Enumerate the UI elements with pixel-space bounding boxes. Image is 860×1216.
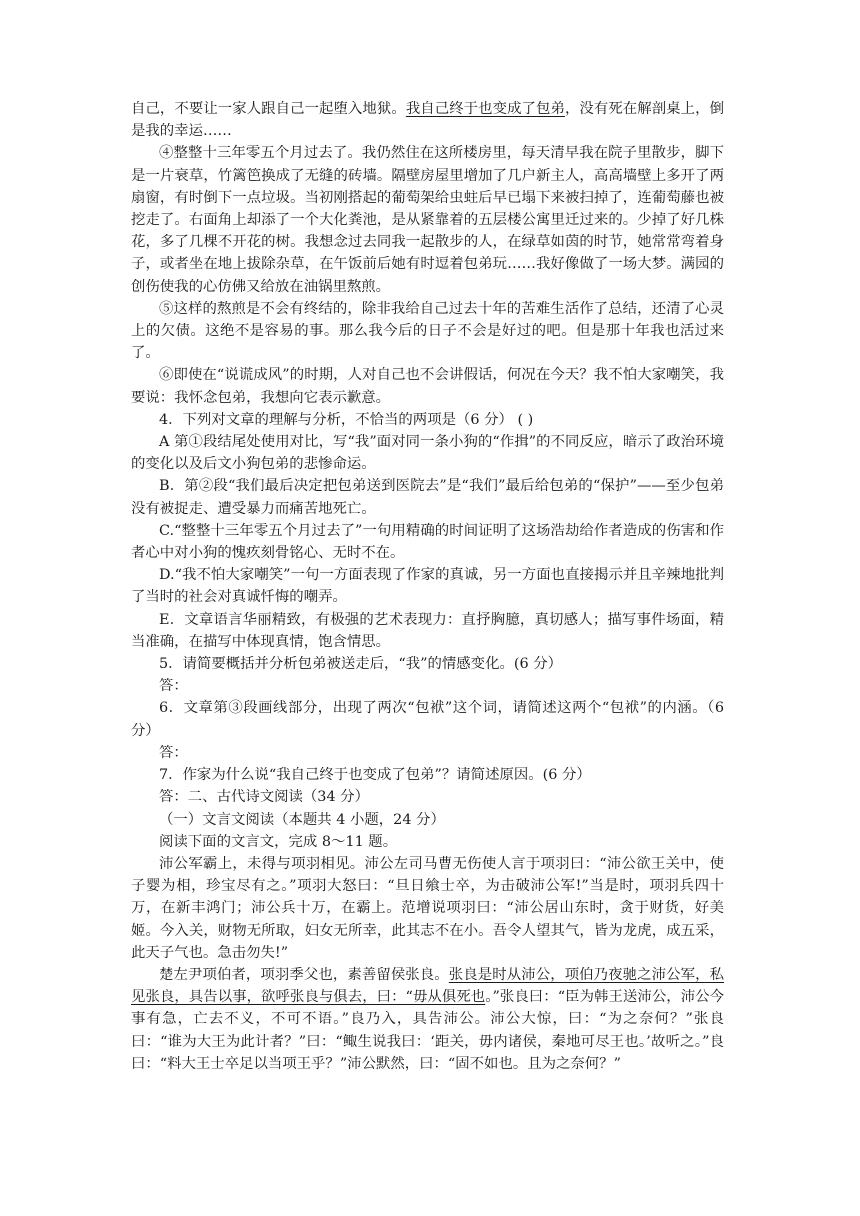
text-run: 7．作家为什么说“我自己终于也变成了包弟”？请简述原因。(6 分） — [159, 767, 591, 784]
text-run: C.“整整十三年零五个月过去了”一句用精确的时间证明了这场浩劫给作者造成的伤害和作者心中对小狗的愧疚刻骨铭心、无时不在。 — [131, 522, 724, 562]
text-run: （一）文言文阅读（本题共 4 小题，24 分） — [159, 811, 445, 828]
text-run: 6．文章第③段画线部分，出现了两次“包袱”这个词，请简述这两个“包袱”的内涵。（6 分） — [131, 700, 724, 739]
text-run: 5．请简要概括并分析包弟被送走后，“我”的情感变化。(6 分） — [159, 656, 562, 673]
paragraph — [131, 653, 724, 675]
paragraph — [131, 831, 724, 853]
paragraph — [131, 675, 724, 697]
text-run: 答：二、古代诗文阅读（34 分） — [159, 789, 369, 806]
paragraph — [131, 298, 724, 365]
text-run: D.“我不怕大家嘲笑”一句一方面表现了作家的真诚，另一方面也直接揭示并且辛辣地批判了当时的社会对真诚忏悔的嘲弄。 — [131, 567, 724, 606]
text-run: ，没有死在解剖桌上，倒是我的幸运…… — [131, 101, 724, 140]
text-run: 。”张良曰：“臣为韩王送沛公，沛公今事有急，亡去不义，不可不语。”良乃入，具告沛公。沛公大惊，曰：“为之奈何？”张良曰：“谁为大王为此计者？”曰：“鲰生说我曰：‘距关，毋内诸侯，秦地可尽王也。’故听之。”良曰：“料大王士卒足以当项王乎？”沛公默然，曰：“固不如也。且为之奈何？” — [131, 989, 725, 1072]
paragraph — [131, 786, 724, 808]
text-run: 答： — [159, 744, 188, 761]
paragraph — [131, 364, 724, 408]
text-run: 自己，不要让一家人跟自己一起堕入地狱。 — [131, 101, 406, 117]
paragraph — [131, 697, 724, 741]
text-run: 4．下列对文章的理解与分析，不恰当的两项是（6 分） ( ) — [159, 411, 534, 428]
paragraph — [131, 142, 724, 297]
paragraph — [131, 520, 724, 564]
paragraph — [131, 964, 724, 1075]
text-run: 答： — [159, 678, 188, 695]
text-run: 楚左尹项伯者，项羽季父也，素善留侯张良。 — [159, 966, 449, 983]
paragraph — [131, 809, 724, 831]
paragraph — [131, 853, 724, 964]
text-run: B．第②段“我们最后决定把包弟送到医院去”是“我们”最后给包弟的“保护”——至少包弟没有被捉走、遭受暴力而痛苦地死亡。 — [131, 478, 724, 517]
text-run: ④整整十三年零五个月过去了。我仍然住在这所楼房里，每天清早我在院子里散步，脚下是一片衰草，竹篱笆换成了无缝的砖墙。隔壁房屋里增加了几户新主人，高高墙壁上多开了两扇窗，有时倒下一点垃圾。当初刚搭起的葡萄架给虫蛀后早已塌下来被扫掉了，连葡萄藤也被挖走了。右面角上却添了一个大化粪池，是从紧靠着的五层楼公寓里迁过来的。少掉了好几株花，多了几棵不开花的树。我想念过去同我一起散步的人，在绿草如茵的时节，她常常弯着身子，或者坐在地上拔除杂草，在午饭前后她有时逗着包弟玩……我好像做了一场大梦。满园的创伤使我的心仿佛又给放在油锅里熬煎。 — [131, 145, 724, 295]
text-run: 阅读下面的文言文，完成 8～11 题。 — [159, 833, 398, 850]
paragraph — [131, 409, 724, 431]
paragraph — [131, 98, 724, 142]
text-run: A 第①段结尾处使用对比，写“我”面对同一条小狗的“作揖”的不同反应，暗示了政治环境的变化以及后文小狗包弟的悲惨命运。 — [131, 434, 724, 473]
paragraph — [131, 742, 724, 764]
paragraph — [131, 431, 724, 475]
text-run: ⑤这样的熬煎是不会有终结的，除非我给自己过去十年的苦难生活作了总结，还清了心灵上的欠债。这绝不是容易的事。那么我今后的日子不会是好过的吧。但是那十年我也活过来了。 — [131, 300, 724, 362]
paragraph — [131, 564, 724, 608]
paragraph — [131, 475, 724, 519]
text-run: 沛公军霸上，未得与项羽相见。沛公左司马曹无伤使人言于项羽曰：“沛公欲王关中，使子婴为相，珍宝尽有之。”项羽大怒曰：“旦日飨士卒，为击破沛公军!”当是时，项羽兵四十万，在新丰鸿门；沛公兵十万，在霸上。范增说项羽曰：“沛公居山东时，贪于财货，好美姬。今入关，财物无所取，妇女无所幸，此其志不在小。吾令人望其气，皆为龙虎，成五采，此天子气也。急击勿失!” — [131, 855, 724, 961]
text-run: E．文章语言华丽精致，有极强的艺术表现力：直抒胸臆，真切感人；描写事件场面，精当准确，在描写中体现真情，饱含情思。 — [131, 611, 724, 650]
document-body — [131, 98, 724, 1075]
underlined-text: 我自己终于也变成了包弟 — [405, 101, 565, 117]
text-run: ⑥即使在“说谎成风”的时期，人对自己也不会讲假话，何况在今天？我不怕大家嘲笑，我要说：我怀念包弟，我想向它表示歉意。 — [131, 367, 724, 406]
underlined-text: 张良是时从沛公，项伯乃夜驰之沛公军，私见张良，具告以事，欲呼张良与俱去，曰：“毋从俱死也 — [131, 966, 724, 1006]
paragraph — [131, 609, 724, 653]
paragraph — [131, 764, 724, 786]
